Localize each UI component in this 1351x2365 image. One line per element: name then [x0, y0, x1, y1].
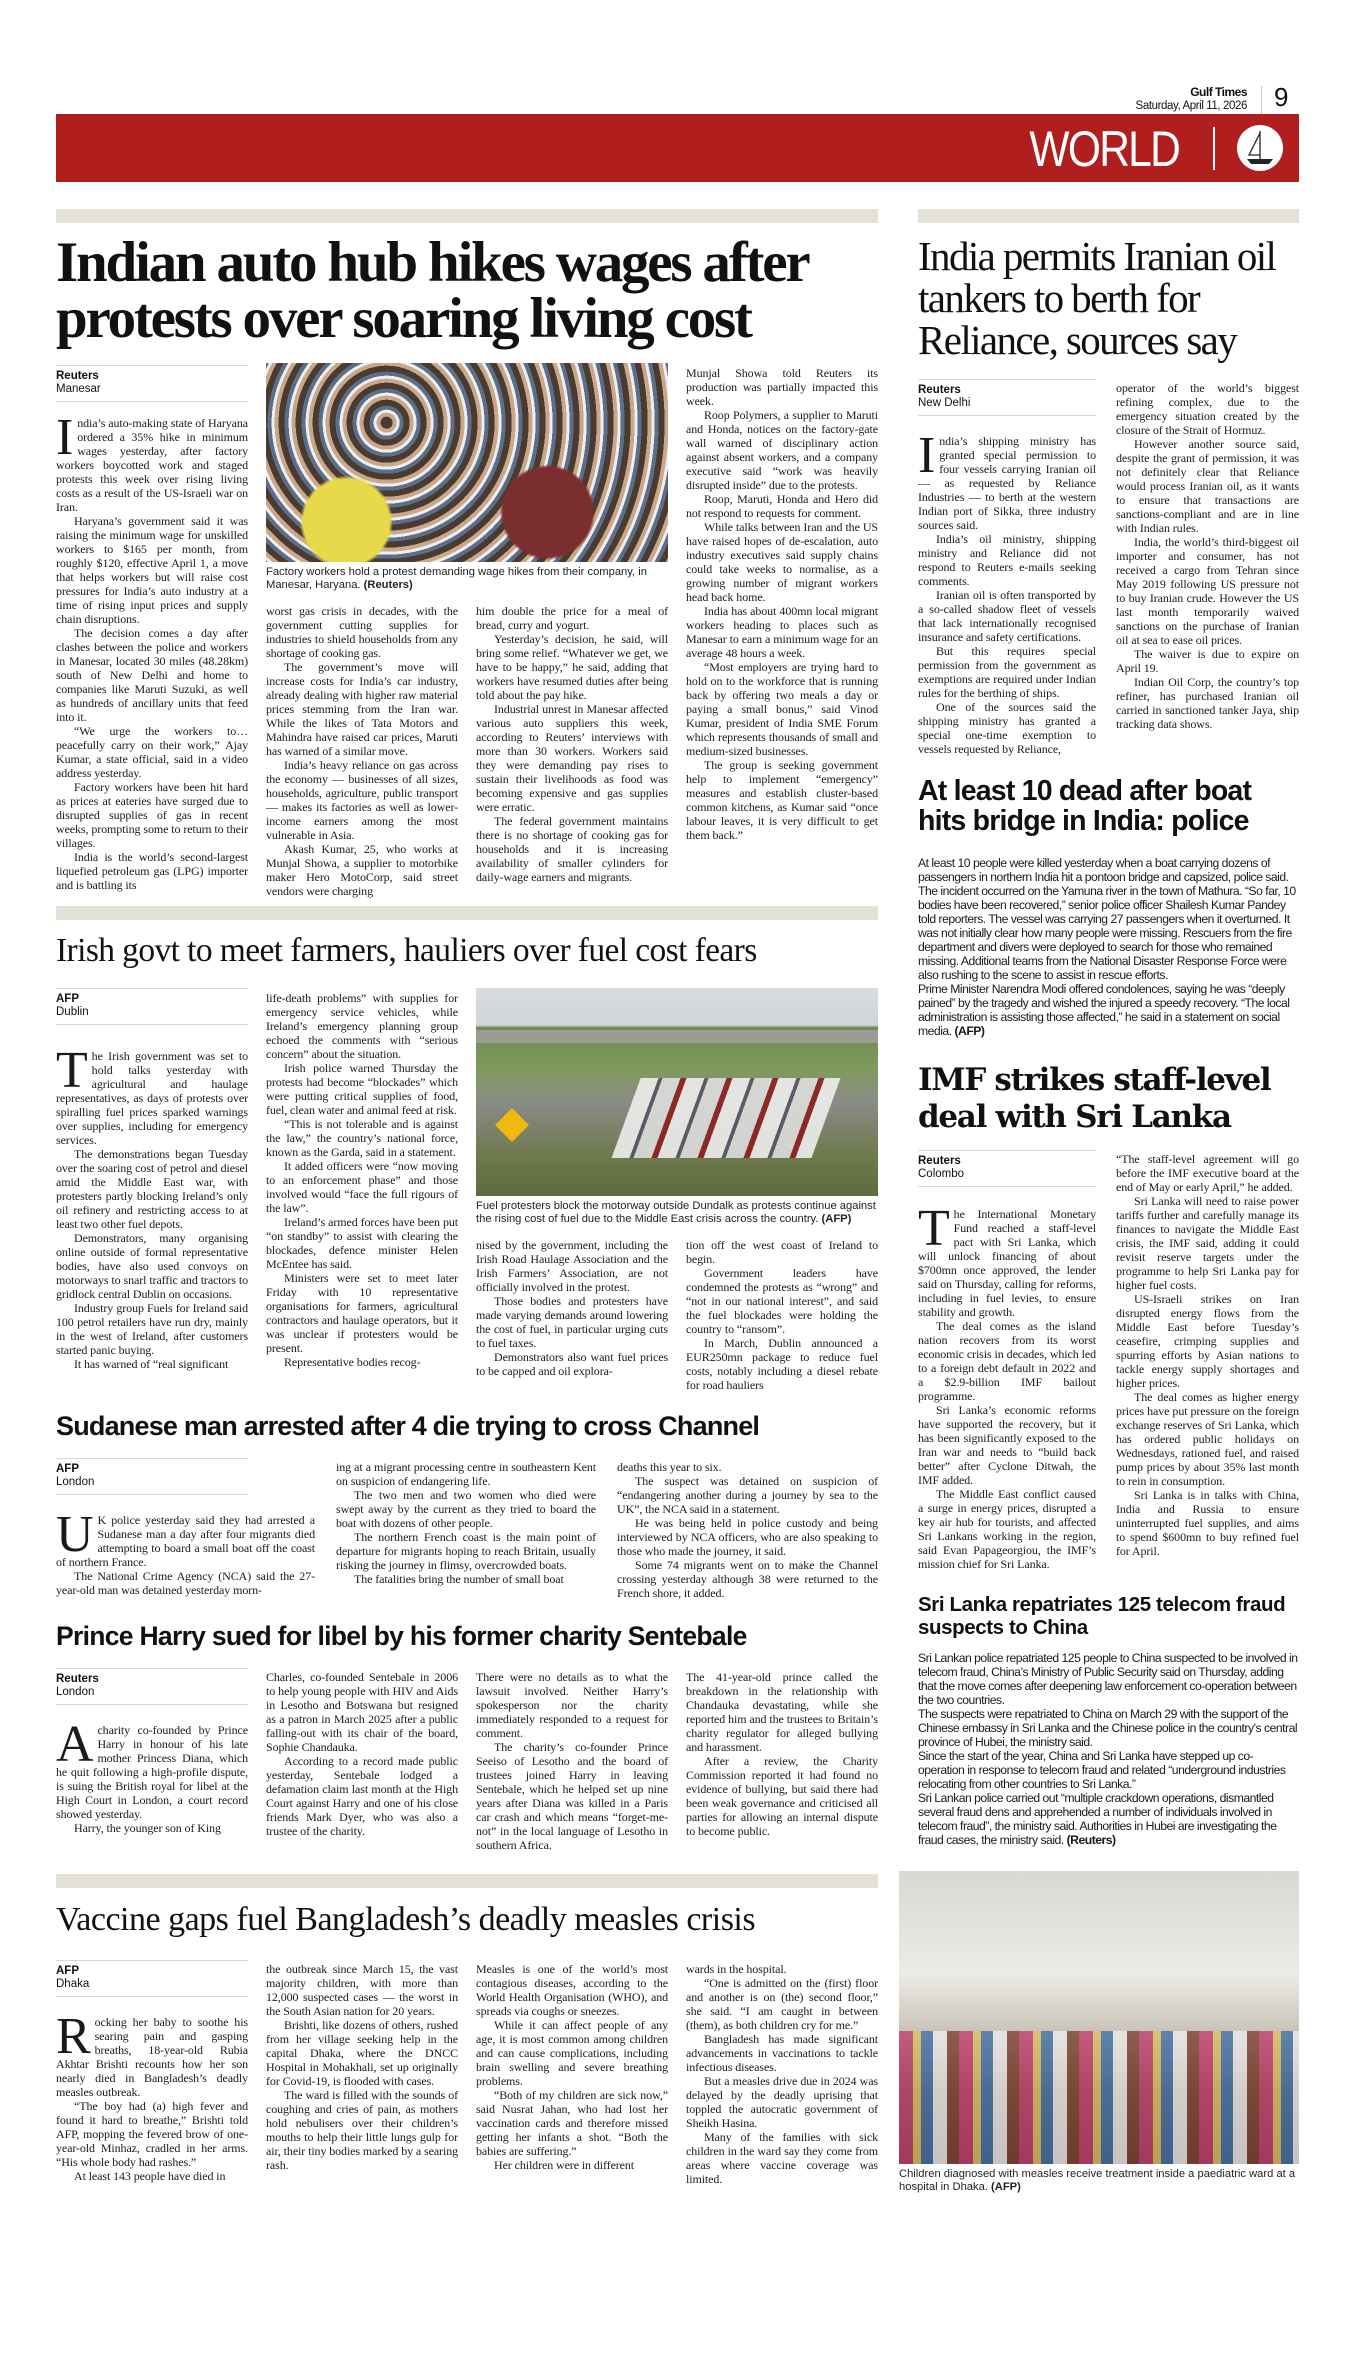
irish-under-photo-columns: [476, 1238, 878, 1392]
byline-block: [56, 988, 248, 1025]
main-headline-line-1: Indian auto hub hikes wages after: [56, 231, 809, 294]
byline-rule: [918, 1186, 1096, 1187]
paragraph: The group is seeking government help to implement “emergency” measures and establish cluster-based common kitchens, as Kumar said “once labour leaves, it is very difficult to get them back.”: [686, 758, 878, 842]
paragraph: Bangladesh has made significant advancements in vaccinations to tackle infectious diseases.: [686, 2032, 878, 2074]
paragraph: The decision comes a day after clashes between the police and workers in Manesar, located 30 miles (48.28km) south of New Delhi and home to companies like Maruti Suzuki, as well as hundreds of ancillary units that feed into it.: [56, 626, 248, 724]
irish-article-body: [56, 988, 878, 1392]
article-column: [266, 1670, 458, 1838]
paragraph: The charity’s co-founder Prince Seeiso of Lesotho and the board of trustees joined Harry in leaving Sentebale, which he helped set up nine years after Diana was killed in a Paris car crash and which means “forget-me-not” in the local language of Lesotho in southern Africa.: [476, 1740, 668, 1852]
main-article-body: [56, 363, 878, 898]
irish-column-1: [56, 988, 248, 1371]
dateline: London: [56, 1476, 95, 1488]
byline-rule: [56, 1996, 248, 1997]
article-column: [1116, 381, 1299, 731]
paragraph: ing at a migrant processing centre in southeastern Kent on suspicion of endangering life.: [336, 1460, 596, 1488]
agency: Reuters: [56, 1673, 99, 1685]
dateline: New Delhi: [918, 397, 971, 409]
caption-credit: (AFP): [821, 1213, 852, 1225]
harry-column-1: [56, 1668, 248, 1835]
paragraph: Acharity co-founded by Prince Harry in honour of his late mother Princess Diana, which he quit following a high-profile dispute, is suing the British royal for libel at the High Court in London, a court record showed yesterday.: [56, 1716, 248, 1821]
dateline: Dhaka: [56, 1978, 90, 1990]
imf-column-1: [918, 1150, 1096, 1571]
iran-oil-column-1: [918, 379, 1096, 756]
paragraph: The demonstrations began Tuesday over the soaring cost of petrol and diesel amid the Middle East war, with protesters partly blocking Ireland’s only oil refinery and restricting access to at least two other fuel depots.: [56, 1147, 248, 1231]
paragraph: “We urge the workers to… peacefully carry on their work,” Ajay Kumar, a state official, said in a video address yesterday.: [56, 724, 248, 780]
paragraph: Charles, co-founded Sentebale in 2006 to help young people with HIV and Aids in Lesotho and Botswana but resigned as a patron in March 2025 after a public falling-out with its chair of the board, Sophie Chandauka.: [266, 1670, 458, 1754]
paragraph: The waiver is due to expire on April 19.: [1116, 647, 1299, 675]
paragraph: Her children were in different: [494, 2158, 635, 2172]
paragraph: Harry, the younger son of King: [74, 1821, 221, 1835]
byline-rule: [918, 415, 1096, 416]
paragraph: Sri Lanka will need to raise power tariffs further and carefully manage its finances to navigate the Middle East crisis, the IMF said, adding it could revisit reserve targets under the programme to help Sri Lanka pay for higher fuel costs.: [1116, 1194, 1299, 1292]
article-column: [1116, 1152, 1299, 1558]
main-under-photo-columns: [266, 604, 668, 898]
byline-block: [918, 379, 1096, 416]
paragraph: The two men and two women who died were swept away by the current as they tried to board the boat with dozens of other people.: [336, 1488, 596, 1530]
paragraph: The suspects were repatriated to China on March 29 with the support of the Chinese embassy in Sri Lanka and the Chinese police in the country’s central province of Hubei, the ministry said.: [918, 1707, 1298, 1749]
paragraph: Representative bodies recog-: [284, 1355, 421, 1369]
paragraph: Ministers were set to meet later Friday with 10 representative organisations for farmers, agricultural contractors and haulage operators, but it was unclear if protesters would be present.: [266, 1271, 458, 1355]
paper-name: Gulf Times: [1190, 85, 1247, 99]
article-column: [617, 1460, 878, 1600]
motorway-protest-photo: [476, 988, 878, 1196]
boat-body: [918, 856, 1299, 1038]
hospital-ward-photo: [899, 1871, 1299, 2164]
protest-photo: [266, 363, 668, 562]
article-column: [56, 1042, 248, 1371]
byline: [56, 989, 248, 1024]
paragraph: Sri Lankan police carried out “multiple crackdown operations, dismantled several fraud dens and apprehended a number of individuals involved in telecom fraud”, the ministry said. Authorities in Hubei are investigating the fraud cases, the ministry said.: [918, 1791, 1277, 1847]
paragraph: One of the sources said the shipping ministry has granted a special one-time exemption to vessels requested by Reliance,: [918, 700, 1096, 756]
byline-block: [918, 1150, 1096, 1187]
article-column: [56, 409, 248, 892]
iran-oil-article-body: [918, 379, 1299, 756]
paragraph: him double the price for a meal of bread, curry and yogurt.: [476, 604, 668, 632]
agency: Reuters: [918, 1155, 961, 1167]
photo-caption: [266, 566, 668, 592]
paragraph: US-Israeli strikes on Iran disrupted energy flows from the Middle East before Tuesday’s ceasefire, crimping supplies and spurring efforts by Asian nations to tackle energy supply shortages and higher prices.: [1116, 1292, 1299, 1390]
paragraph: The Irish government was set to hold talks yesterday with agricultural and haulage representatives, as days of protests over spiralling fuel prices sparked warnings over supplies, including for emergency services.: [56, 1042, 248, 1147]
paragraph: Factory workers have been hit hard as prices at eateries have surged due to disrupted supplies of gas in recent weeks, prompting some to return to their villages.: [56, 780, 248, 850]
article-column: [476, 1238, 668, 1378]
paragraph: India has about 400mn local migrant workers heading to places such as Manesar to earn a minimum wage for an average 48 hours a week.: [686, 604, 878, 660]
article-column: [476, 1670, 668, 1852]
paragraph: There were no details as to what the lawsuit involved. Neither Harry’s spokesperson nor the charity immediately responded to a request for comment.: [476, 1670, 668, 1740]
paragraph: At least 10 people were killed yesterday when a boat carrying dozens of passengers in northern India hit a pontoon bridge and capsized, police said. The incident occurred on the Yamuna river in the town of Mathura. “So far, 10 bodies have been recovered,” senior police officer Shailesh Kumar Pandey told reporters. The vessel was carrying 27 passengers when it overturned. It was not initially clear how many people were missing. Rescuers from the fire department and divers were deployed to search for those who remained missing. Additional teams from the National Disaster Response Force were also rushing to the scene to assist in rescue efforts.: [918, 856, 1296, 982]
caption-text: Factory workers hold a protest demanding wage hikes from their company, in Manesar, Haryana.: [266, 566, 647, 591]
overpass-bridge: [476, 1030, 878, 1043]
paragraph: The suspect was detained on suspicion of “endangering another during a journey by sea to the UK”, the NCA said in a statement.: [617, 1474, 878, 1516]
paragraph: The International Monetary Fund reached a staff-level pact with Sri Lanka, which will unlock financing of about $700mn once approved, the lender said on Thursday, calling for reforms, including in fuel levies, to ensure stability and growth.: [918, 1200, 1096, 1319]
byline: [56, 1961, 248, 1996]
imf-article-body: [918, 1150, 1299, 1571]
paragraph: the outbreak since March 15, the vast majority children, with more than 12,000 suspected cases — the worst in the South Asian nation for 20 years.: [266, 1962, 458, 2018]
paragraph: Some 74 migrants went on to make the Channel crossing yesterday although 38 were returned to the French shore, it added.: [617, 1558, 878, 1600]
article-column: [336, 1460, 596, 1586]
irish-headline: Irish govt to meet farmers, hauliers over fuel cost fears: [56, 932, 757, 969]
article-column: [266, 1962, 458, 2172]
byline: [918, 380, 1096, 415]
article-column: [476, 1962, 668, 2172]
dateline: Manesar: [56, 383, 101, 395]
paragraph: Those bodies and protesters have made varying demands around lowering the cost of fuel, in particular urging cuts to fuel taxes.: [476, 1294, 668, 1350]
sudan-headline: Sudanese man arrested after 4 die trying to cross Channel: [56, 1411, 760, 1441]
paragraph: India’s heavy reliance on gas across the economy — businesses of all sizes, households, agriculture, public transport — makes its factories as well as lower-income earners among the most vulnerable in Asia.: [266, 758, 458, 842]
article-column: [686, 1238, 878, 1392]
byline-rule: [56, 401, 248, 402]
section-title: WORLD: [1029, 121, 1179, 177]
banner-divider: [1213, 127, 1215, 170]
article-column: [56, 2008, 248, 2183]
telecom-headline: Sri Lanka repatriates 125 telecom fraud suspects to China: [918, 1593, 1286, 1639]
paragraph: In March, Dublin announced a EUR250mn package to reduce fuel costs, notably including a diesel rebate for road hauliers: [686, 1336, 878, 1392]
iran-oil-headline: India permits Iranian oil tankers to berth for Reliance, sources say: [918, 233, 1276, 363]
paragraph-with-credit: [918, 982, 1299, 1038]
paragraph: He was being held in police custody and being interviewed by NCA officers, who are also speaking to those who made the journey, it said.: [617, 1516, 878, 1558]
measles-headline: Vaccine gaps fuel Bangladesh’s deadly measles crisis: [56, 1901, 756, 1938]
paragraph: Brishti, like dozens of others, rushed from her village seeking help in the capital Dhaka, where the DNCC Hospital in Mohakhali, set up originally for Covid-19, is flooded with cases.: [266, 2018, 458, 2088]
byline: [918, 1151, 1096, 1186]
section-bar: [56, 906, 878, 920]
paragraph: The National Crime Agency (NCA) said the 27-year-old man was detained yesterday morn-: [56, 1569, 315, 1597]
paragraph: Since the start of the year, China and Sri Lanka have stepped up co-operation in response to telecom fraud and related “underground industries relocating from other countries to Sri Lanka.”: [918, 1749, 1286, 1791]
byline-rule: [56, 1024, 248, 1025]
article-column: [476, 604, 668, 884]
paragraph: Iranian oil is often transported by a so-called shadow fleet of vessels that lack internationally recognised insurance and safety certifications.: [918, 588, 1096, 644]
credit: (AFP): [954, 1024, 985, 1038]
article-column: [918, 1200, 1096, 1571]
paragraph: Industry group Fuels for Ireland said 100 petrol retailers have run dry, mainly in the west of Ireland, after customers started panic buying.: [56, 1301, 248, 1357]
credit: (Reuters): [1066, 1833, 1116, 1847]
paragraph: The deal comes as higher energy prices have put pressure on the foreign exchange reserves of Sri Lanka, which has ordered public holidays on Wednesdays, rationed fuel, and raised pump prices by about 35% last month to rein in consumption.: [1116, 1390, 1299, 1488]
paragraph: Many of the families with sick children in the ward say they come from areas where vaccine coverage was limited.: [686, 2130, 878, 2186]
article-column: [56, 1506, 315, 1597]
paragraph: India, the world’s third-biggest oil importer and consumer, has not received a cargo from Tehran since May 2019 following US pressure not to buy Iranian crude. However the US last month temporarily waived sanctions on the purchase of Iranian oil at sea to ease oil prices.: [1116, 535, 1299, 647]
boat-headline: At least 10 dead after boat hits bridge in India: police: [918, 775, 1252, 837]
section-bar: [918, 209, 1299, 223]
paragraph: The deal comes as the island nation recovers from its worst economic crisis in decades, which led to a foreign debt default in 2022 and a $2.9-billion IMF bailout programme.: [918, 1319, 1096, 1403]
paragraph: According to a record made public yesterday, Sentebale lodged a defamation claim last month at the High Court against Harry and one of his close friends Mark Dyer, who was also a trustee of the charity.: [266, 1754, 458, 1838]
main-column-1: [56, 363, 248, 892]
photo-caption: [899, 2168, 1299, 2194]
truck-convoy: [611, 1078, 840, 1158]
byline: [56, 366, 248, 401]
agency: Reuters: [918, 384, 961, 396]
measles-article-body: [56, 1960, 878, 2186]
paragraph: But a measles drive due in 2024 was delayed by the deadly uprising that toppled the autocratic government of Sheikh Hasina.: [686, 2074, 878, 2130]
paragraph: India’s shipping ministry has granted special permission to four vessels carrying Iranian oil — as requested by Reliance Industries — to berth at the western Indian port of Sikka, three industry sources said.: [918, 427, 1096, 532]
byline-rule: [56, 1704, 248, 1705]
issue-date: Saturday, April 11, 2026: [1135, 100, 1247, 112]
imf-headline: IMF strikes staff-level deal with Sri Lanka: [918, 1062, 1271, 1135]
section-bar: [56, 209, 878, 223]
main-headline: [56, 231, 886, 350]
page-number: 9: [1274, 82, 1289, 112]
byline-block: [56, 1668, 248, 1705]
measles-column-1: [56, 1960, 248, 2183]
article-column: [686, 366, 878, 842]
paragraph: “Most employers are trying hard to hold on to the workforce that is running back by offering two meals a day or paying a small bonus,” said Vinod Kumar, president of India SME Forum which represents thousands of small and medium-sized businesses.: [686, 660, 878, 758]
paragraph: The 41-year-old prince called the breakdown in the relationship with Chandauka devastating, while she reported him and the trustees to Britain’s charity regulator for alleged bullying and harassment.: [686, 1670, 878, 1754]
article-column: [266, 604, 458, 898]
paragraph: India’s auto-making state of Haryana ordered a 35% hike in minimum wages yesterday, after factory workers boycotted work and staged protests this week over rising living costs as a result of the US-Israeli war on Iran.: [56, 409, 248, 514]
paragraph: Measles is one of the world’s most contagious diseases, according to the World Health Organisation (WHO), and spreads via coughs or sneezes.: [476, 1962, 668, 2018]
byline-block: [56, 365, 248, 402]
paragraph: “Both of my children are sick now,” said Nusrat Jahan, who had lost her vaccination cards and therefore missed getting her infants a shot. “Both the babies are suffering.”: [476, 2088, 668, 2158]
photo-caption: [476, 1200, 878, 1226]
paragraph: Indian Oil Corp, the country’s top refiner, has purchased Iranian oil carried in sanctioned tanker Jaya, ship tracking data shows.: [1116, 675, 1299, 731]
paragraph: At least 143 people have died in: [74, 2169, 226, 2183]
paragraph: Yesterday’s decision, he said, will bring some relief. “Whatever we get, we have to be happy,” he said, adding that workers have resumed duties after being told about the pay hike.: [476, 632, 668, 702]
paragraph: “The boy had (a) high fever and found it hard to breathe,” Brishti told AFP, mopping the fevered brow of one-year-old Minhaz, cradled in her arms. “His whole body had rashes.”: [56, 2099, 248, 2169]
dateline: Dublin: [56, 1006, 89, 1018]
paragraph: tion off the west coast of Ireland to begin.: [686, 1238, 878, 1266]
dhow-logo-icon: [1237, 125, 1283, 171]
article-column: [918, 427, 1096, 756]
paragraph: Roop Polymers, a supplier to Maruti and Honda, notices on the factory-gate wall warned of disciplinary action against absent workers, and a company executive said “work was heavily disrupted inside” due to the protests.: [686, 408, 878, 492]
caption-credit: (Reuters): [363, 579, 413, 591]
section-bar: [56, 1874, 878, 1888]
paragraph: life-death problems” with supplies for emergency service vehicles, while Ireland’s emergency planning group echoed the comments with “serious concern” about the situation.: [266, 991, 458, 1061]
harry-headline: Prince Harry sued for libel by his former charity Sentebale: [56, 1621, 747, 1651]
harry-article-body: [56, 1668, 878, 1852]
paragraph: The federal government maintains there is no shortage of cooking gas for households and it is increasing availability of smaller cylinders for daily-wage earners and migrants.: [476, 814, 668, 884]
left-news-stack: [56, 209, 878, 2186]
article-column: [686, 1670, 878, 1838]
paragraph: Akash Kumar, 25, who works at Munjal Showa, a supplier to motorbike maker Hero MotoCorp, said street vendors were charging: [266, 842, 458, 898]
byline: [56, 1459, 248, 1494]
paragraph: Sri Lankan police repatriated 125 people to China suspected to be involved in telecom fraud, China’s Ministry of Public Security said on Thursday, adding that the move comes after deepening law enforcement co-operation between the two countries.: [918, 1651, 1298, 1707]
sudan-article-body: [56, 1458, 878, 1600]
paragraph: wards in the hospital.: [686, 1962, 787, 1976]
article-column: [686, 1962, 878, 2186]
sudan-column-1: [56, 1458, 315, 1597]
header-divider: [1261, 86, 1262, 114]
paragraph: UK police yesterday said they had arrested a Sudanese man a day after four migrants died attempting to board a small boat off the coast of northern France.: [56, 1506, 315, 1569]
road-sign: [495, 1108, 529, 1142]
paragraph: The northern French coast is the main point of departure for migrants hoping to reach Britain, usually risking the journey in flimsy, overcrowded boats.: [336, 1530, 596, 1572]
paragraph: Prime Minister Narendra Modi offered condolences, saying he was “deeply pained” by the tragedy and wished the injured a speedy recovery. “The local administration is assisting those affected,” he said in a statement on social media.: [918, 982, 1290, 1038]
paragraph: Sri Lanka’s economic reforms have supported the recovery, but it has been significantly exposed to the Iran war and needs to “build back better” after Cyclone Ditwah, the IMF added.: [918, 1403, 1096, 1487]
paragraph: operator of the world’s biggest refining complex, due to the emergency situation created by the closure of the Strait of Hormuz.: [1116, 381, 1299, 437]
paragraph: The ward is filled with the sounds of coughing and cries of pain, as mothers hold nebulisers over their children’s mouths to help their little lungs gulp for air, their tiny bodies marked by a searing rash.: [266, 2088, 458, 2172]
paragraph: Haryana’s government said it was raising the minimum wage for unskilled workers to $165 per month, from roughly $120, effective April 1, a move that helps workers but will raise cost pressures for India’s auto industry at a time of rising input prices and supply chain disruptions.: [56, 514, 248, 626]
paragraph: deaths this year to six.: [617, 1460, 722, 1474]
right-news-stack: [899, 209, 1299, 2194]
byline-block: [56, 1458, 248, 1495]
agency: AFP: [56, 1965, 79, 1977]
paragraph: Rocking her baby to soothe his searing pain and gasping breaths, 18-year-old Rubia Akhtar Brishti recounts how her son nearly died in Bangladesh’s deadly measles outbreak.: [56, 2008, 248, 2099]
paragraph: The Middle East conflict caused a surge in energy prices, disrupted a key air hub for tourists, and affected Sri Lankans working in the region, said Evan Papageorgiou, the IMF’s mission chief for Sri Lanka.: [918, 1487, 1096, 1571]
paragraph-with-credit: [918, 1791, 1299, 1847]
paragraph: India’s oil ministry, shipping ministry and Reliance did not respond to Reuters e-mails seeking comments.: [918, 532, 1096, 588]
paragraph: “One is admitted on the (first) floor and another is on (the) second floor,” she said. “I am caught in between (them), as both children cry for me.”: [686, 1976, 878, 2032]
paragraph: However another source said, despite the grant of permission, it was not definitely clear that Reliance would process Iranian oil, as it wants to ensure that transactions are sanctions-compliant and are in line with Indian rules.: [1116, 437, 1299, 535]
article-column: [266, 991, 458, 1369]
byline-rule: [56, 1494, 248, 1495]
paragraph: Industrial unrest in Manesar affected various auto suppliers this week, according to Reuters’ interviews with more than 30 workers. Workers said they were demanding pay rises to sustain their livelihoods as food was becoming expensive and gas supplies were erratic.: [476, 702, 668, 814]
main-headline-line-2: protests over soaring living cost: [56, 287, 751, 350]
paragraph: It added officers were “now moving to an enforcement phase” and those involved would “face the full rigours of the law”.: [266, 1159, 458, 1215]
paragraph: Demonstrators also want fuel prices to be capped and oil explora-: [476, 1350, 668, 1378]
article-column: [56, 1716, 248, 1835]
paragraph: India is the world’s second-largest liquefied petroleum gas (LPG) importer and is battling its: [56, 850, 248, 892]
byline-block: [56, 1960, 248, 1997]
paragraph: Munjal Showa told Reuters its production was partially impacted this week.: [686, 366, 878, 408]
paragraph: worst gas crisis in decades, with the government cutting supplies for industries to shield households from any shortage of cooking gas.: [266, 604, 458, 660]
paragraph: The government’s move will increase costs for India’s car industry, already dealing with higher raw material prices stemming from the Iran war. While the likes of Tata Motors and Mahindra have raised car prices, Maruti has warned of a similar move.: [266, 660, 458, 758]
paragraph: While it can affect people of any age, it is most common among children and can cause complications, including brain swelling and severe breathing problems.: [476, 2018, 668, 2088]
paragraph: But this requires special permission from the government as exemptions are required under Indian rules for the berthing of ships.: [918, 644, 1096, 700]
dateline: Colombo: [918, 1168, 965, 1180]
main-photo-span: [266, 363, 668, 898]
paragraph: “The staff-level agreement will go before the IMF executive board at the end of May or early April,” he added.: [1116, 1152, 1299, 1194]
paragraph: nised by the government, including the Irish Road Haulage Association and the Irish Farmers’ Association, are not officially involved in the protest.: [476, 1238, 668, 1294]
caption-credit: (AFP): [991, 2181, 1021, 2193]
paragraph: Government leaders have condemned the protests as “wrong” and “not in our national interest”, and said the fuel blockades were holding the country to “ransom”.: [686, 1266, 878, 1336]
dateline: London: [56, 1686, 95, 1698]
paragraph: Irish police warned Thursday the protests had become “blockades” which were putting critical supplies of food, fuel, clean water and animal feed at risk.: [266, 1061, 458, 1117]
irish-photo-span: [476, 988, 878, 1392]
paragraph: While talks between Iran and the US have raised hopes of de-escalation, auto industry executives said supply chains could take weeks to normalise, as a growing number of migrant workers head back home.: [686, 520, 878, 604]
caption-text: Children diagnosed with measles receive treatment inside a paediatric ward at a hospital in Dhaka.: [899, 2168, 1296, 2193]
paragraph: After a review, the Charity Commission reported it had found no evidence of bullying, but said there had been weak governance and criticised all parties for allowing an internal dispute to become public.: [686, 1754, 878, 1838]
agency: AFP: [56, 993, 79, 1005]
paragraph: Demonstrators, many organising online outside of formal representative bodies, have also used convoys on motorways to snarl traffic and tractors to gridlock central Dublin on occasions.: [56, 1231, 248, 1301]
paragraph: The fatalities bring the number of small boat: [354, 1572, 564, 1586]
paragraph: It has warned of “real significant: [74, 1357, 229, 1371]
byline: [56, 1669, 248, 1704]
caption-text: Fuel protesters block the motorway outside Dundalk as protests continue against the rising cost of fuel due to the Middle East crisis across the country.: [476, 1200, 876, 1225]
agency: AFP: [56, 1463, 79, 1475]
telecom-body: [918, 1651, 1299, 1847]
paragraph: Ireland’s armed forces have been put “on standby” to assist with clearing the blockades, defence minister Helen McEntee has said.: [266, 1215, 458, 1271]
paragraph: Roop, Maruti, Honda and Hero did not respond to requests for comment.: [686, 492, 878, 520]
paragraph: “This is not tolerable and is against the law,” the country’s national force, known as the Garda, said in a statement.: [266, 1117, 458, 1159]
ward-beds: [899, 2031, 1299, 2164]
agency: Reuters: [56, 370, 99, 382]
paragraph: Sri Lanka is in talks with China, India and Russia to ensure uninterrupted fuel supplies, and aims to spend $600mn to buy refined fuel for April.: [1116, 1488, 1299, 1558]
section-banner: [56, 114, 1299, 182]
